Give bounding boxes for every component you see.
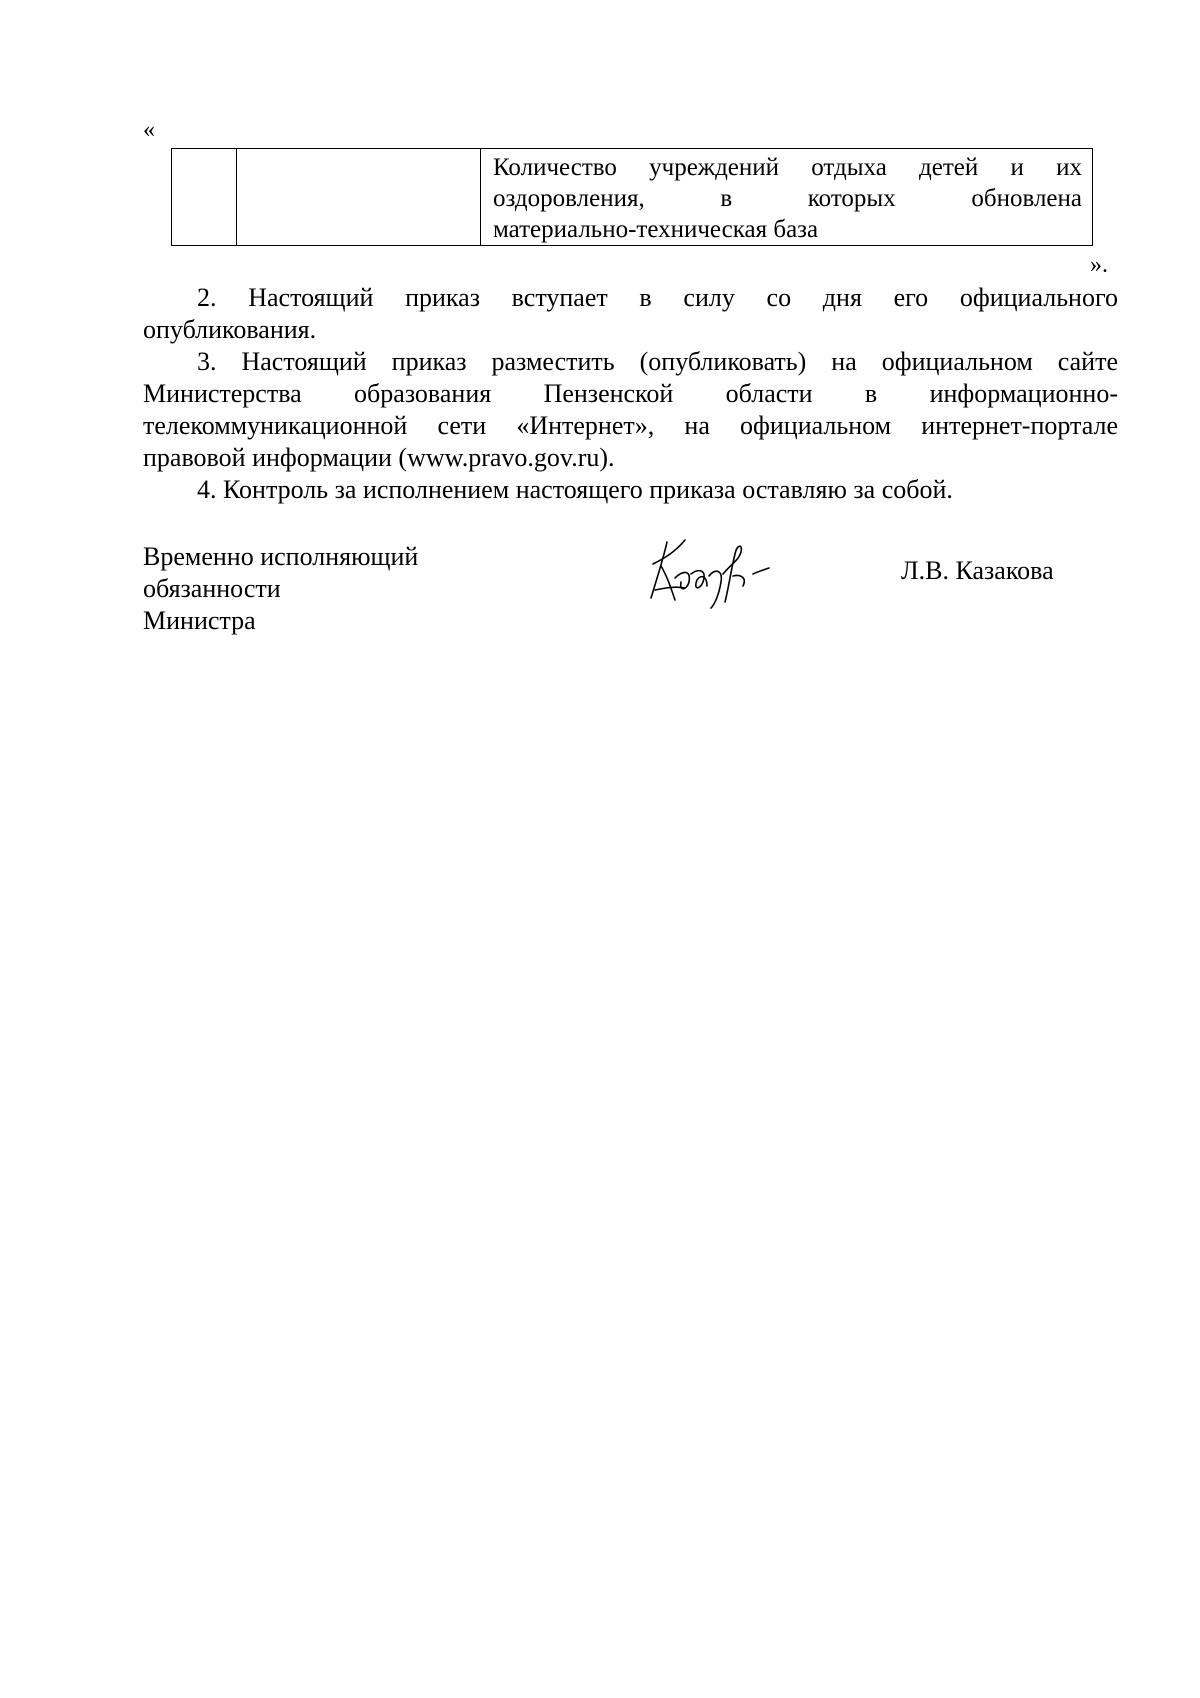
paragraph-line: 4. Контроль за исполнением настоящего приказа оставляю за собой. — [197, 475, 953, 504]
paragraph-line: 2. Настоящий приказ вступает в силу со дня его официального — [197, 283, 1118, 312]
table-cell-number — [172, 149, 237, 245]
position-line: обязанности — [143, 574, 281, 603]
paragraph-2 — [143, 282, 1118, 346]
table-cell-empty — [237, 149, 481, 245]
signatory-position — [143, 541, 418, 637]
document-body — [143, 282, 1118, 506]
paragraph-line: Министерства образования Пензенской области в информационно- — [143, 379, 1118, 408]
handwritten-signature — [645, 530, 795, 610]
signatory-name: Л.В. Казакова — [901, 556, 1054, 585]
position-line: Временно исполняющий — [143, 542, 419, 571]
table-cell-line: материально-техническая база — [493, 216, 819, 243]
paragraph-line: 3. Настоящий приказ разместить (опубликовать) на официальном сайте — [197, 347, 1118, 376]
opening-quote: « — [143, 117, 155, 143]
paragraph-4 — [143, 474, 1118, 506]
table-cell-line: Количество учреждений отдыха детей и их — [493, 154, 1082, 181]
position-line: Министра — [143, 606, 256, 635]
paragraph-line: правовой информации (www.pravo.gov.ru). — [143, 443, 615, 472]
table-cell-line: оздоровления, в которых обновлена — [493, 185, 1082, 212]
indicator-table — [171, 148, 1093, 246]
closing-quote: ». — [1090, 252, 1108, 278]
paragraph-3 — [143, 346, 1118, 474]
paragraph-line: опубликования. — [143, 315, 317, 344]
paragraph-line: телекоммуникационной сети «Интернет», на официальном интернет-портале — [143, 411, 1118, 440]
table-cell-indicator — [481, 149, 1092, 245]
